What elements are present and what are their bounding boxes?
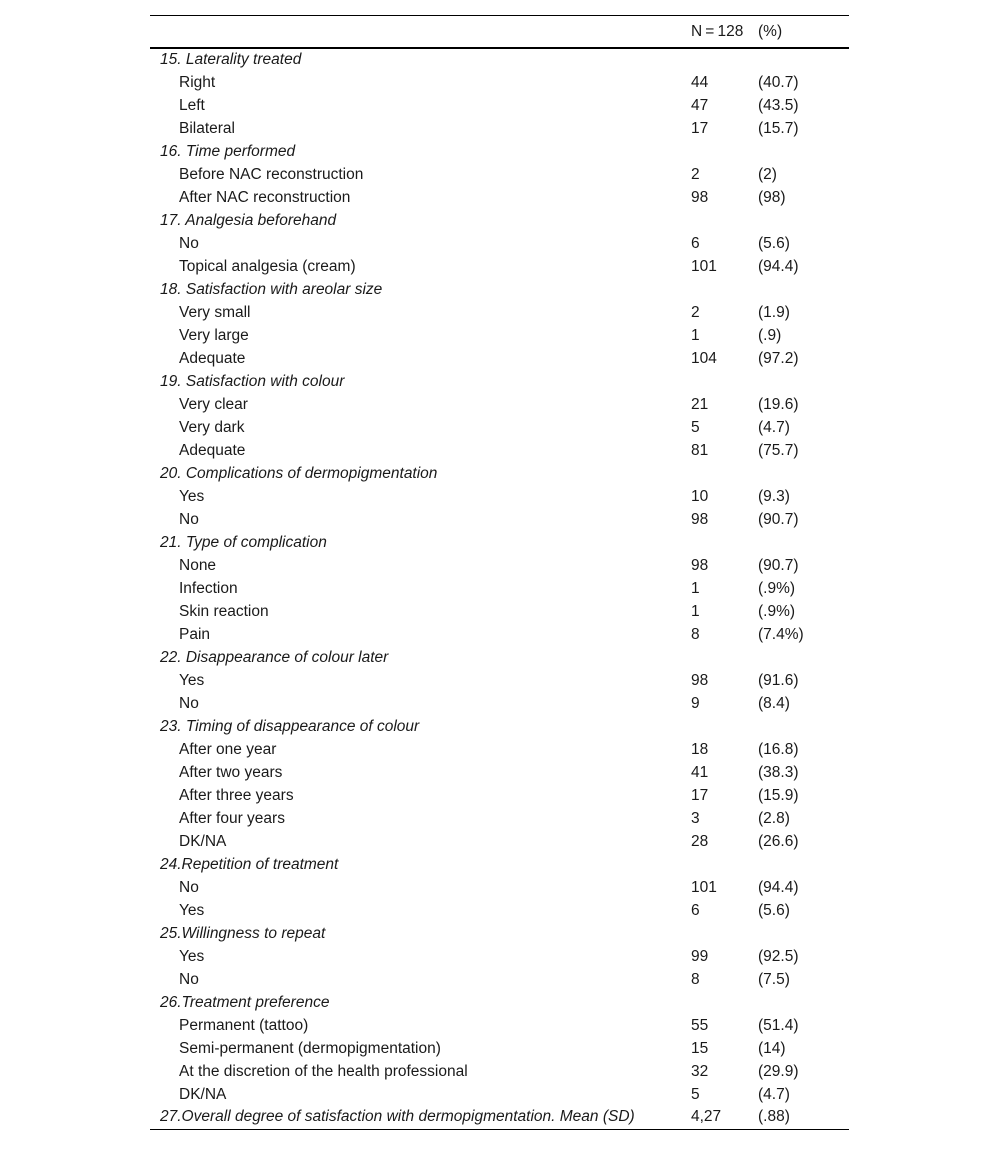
row-percent-value: (98) — [758, 188, 786, 206]
row-n-value: 98 — [691, 671, 709, 689]
row-n-value: 5 — [691, 1085, 700, 1103]
table-row — [150, 761, 849, 784]
row-n-value — [680, 991, 758, 1014]
section-row — [150, 48, 849, 71]
row-percent-value: (38.3) — [758, 763, 799, 781]
section-row — [150, 531, 849, 554]
table-row — [150, 1083, 849, 1106]
row-percent-value: (.88) — [758, 1108, 790, 1126]
row-n-value: 81 — [691, 441, 709, 459]
row-percent-value — [758, 991, 849, 1014]
section-row — [150, 140, 849, 163]
row-label: 17. Analgesia beforehand — [160, 211, 337, 229]
table-row — [150, 1037, 849, 1060]
header-label-cell — [150, 16, 680, 49]
table-row — [150, 324, 849, 347]
section-row — [150, 922, 849, 945]
row-percent-value: (26.6) — [758, 832, 799, 850]
row-n-value — [680, 140, 758, 163]
row-n-value — [680, 715, 758, 738]
table-row — [150, 945, 849, 968]
table-row — [150, 738, 849, 761]
row-n-value: 99 — [691, 947, 709, 965]
row-label: Yes — [179, 901, 205, 919]
header-n: N = 128 — [691, 22, 744, 40]
row-label: 19. Satisfaction with colour — [160, 372, 345, 390]
row-label: Yes — [179, 671, 205, 689]
table-header — [150, 16, 849, 49]
row-label: 20. Complications of dermopigmentation — [160, 464, 438, 482]
row-label: Topical analgesia (cream) — [179, 257, 356, 275]
row-n-value: 2 — [691, 303, 700, 321]
row-percent-value — [758, 922, 849, 945]
row-percent-value: (14) — [758, 1039, 786, 1057]
row-n-value: 101 — [691, 878, 717, 896]
row-label: Very dark — [179, 418, 245, 436]
row-percent-value: (9.3) — [758, 487, 790, 505]
row-label: 25.Willingness to repeat — [160, 924, 326, 942]
row-label: Very large — [179, 326, 249, 344]
row-label: After three years — [179, 786, 294, 804]
row-percent-value: (29.9) — [758, 1062, 799, 1080]
row-percent-value — [758, 715, 849, 738]
row-label: None — [179, 556, 217, 574]
row-percent-value: (5.6) — [758, 901, 790, 919]
row-label: No — [179, 234, 199, 252]
row-n-value: 8 — [691, 625, 700, 643]
row-n-value: 47 — [691, 96, 709, 114]
table-row — [150, 830, 849, 853]
row-label: DK/NA — [179, 1085, 227, 1103]
table-row — [150, 968, 849, 991]
row-n-value: 21 — [691, 395, 709, 413]
row-percent-value — [758, 646, 849, 669]
row-label: No — [179, 694, 199, 712]
row-percent-value: (97.2) — [758, 349, 799, 367]
row-percent-value: (40.7) — [758, 73, 799, 91]
row-n-value: 17 — [691, 119, 709, 137]
row-label: Left — [179, 96, 205, 114]
row-label: Skin reaction — [179, 602, 269, 620]
section-row — [150, 1106, 849, 1129]
row-percent-value — [758, 48, 849, 71]
table-row — [150, 669, 849, 692]
row-percent-value: (5.6) — [758, 234, 790, 252]
row-n-value: 1 — [691, 602, 700, 620]
row-label: After two years — [179, 763, 283, 781]
row-label: 22. Disappearance of colour later — [160, 648, 389, 666]
header-pct: (%) — [758, 22, 783, 40]
row-percent-value: (1.9) — [758, 303, 790, 321]
table-row — [150, 1014, 849, 1037]
row-label: 27.Overall degree of satisfaction with dermopigmentation. Mean (SD) — [160, 1108, 635, 1126]
table-row — [150, 416, 849, 439]
row-percent-value — [758, 853, 849, 876]
row-label: Adequate — [179, 349, 246, 367]
row-n-value — [680, 853, 758, 876]
row-percent-value: (94.4) — [758, 257, 799, 275]
row-n-value — [680, 278, 758, 301]
row-n-value — [680, 531, 758, 554]
row-n-value: 44 — [691, 73, 709, 91]
row-label: Permanent (tattoo) — [179, 1016, 309, 1034]
row-n-value: 98 — [691, 556, 709, 574]
table-row — [150, 163, 849, 186]
row-percent-value: (.9%) — [758, 579, 796, 597]
row-n-value: 1 — [691, 579, 700, 597]
row-label: Very clear — [179, 395, 248, 413]
row-percent-value: (94.4) — [758, 878, 799, 896]
table-row — [150, 600, 849, 623]
row-percent-value — [758, 209, 849, 232]
row-percent-value: (2.8) — [758, 809, 790, 827]
table-row — [150, 784, 849, 807]
row-n-value — [680, 462, 758, 485]
row-label: Semi-permanent (dermopigmentation) — [179, 1039, 441, 1057]
row-percent-value — [758, 278, 849, 301]
table-row — [150, 94, 849, 117]
row-label: After one year — [179, 740, 277, 758]
row-percent-value: (75.7) — [758, 441, 799, 459]
table-row — [150, 117, 849, 140]
row-n-value: 18 — [691, 740, 709, 758]
section-row — [150, 278, 849, 301]
row-n-value: 32 — [691, 1062, 709, 1080]
row-label: DK/NA — [179, 832, 227, 850]
row-percent-value: (8.4) — [758, 694, 790, 712]
row-label: 21. Type of complication — [160, 533, 327, 551]
row-percent-value — [758, 370, 849, 393]
row-n-value: 101 — [691, 257, 717, 275]
row-n-value — [680, 209, 758, 232]
row-label: No — [179, 510, 199, 528]
row-n-value: 8 — [691, 970, 700, 988]
row-percent-value: (15.7) — [758, 119, 799, 137]
row-label: Very small — [179, 303, 251, 321]
row-percent-value: (7.5) — [758, 970, 790, 988]
section-row — [150, 715, 849, 738]
row-percent-value: (4.7) — [758, 1085, 790, 1103]
row-n-value: 55 — [691, 1016, 709, 1034]
row-n-value: 6 — [691, 901, 700, 919]
row-n-value: 2 — [691, 165, 700, 183]
section-row — [150, 370, 849, 393]
row-label: Right — [179, 73, 216, 91]
row-percent-value: (.9%) — [758, 602, 796, 620]
row-label: Bilateral — [179, 119, 235, 137]
row-n-value — [680, 646, 758, 669]
row-percent-value: (92.5) — [758, 947, 799, 965]
row-percent-value: (51.4) — [758, 1016, 799, 1034]
table-row — [150, 577, 849, 600]
row-percent-value: (43.5) — [758, 96, 799, 114]
row-label: After NAC reconstruction — [179, 188, 351, 206]
row-n-value: 98 — [691, 188, 709, 206]
row-n-value: 1 — [691, 326, 700, 344]
row-percent-value — [758, 140, 849, 163]
row-percent-value: (.9) — [758, 326, 782, 344]
row-label: 23. Timing of disappearance of colour — [160, 717, 420, 735]
table-row — [150, 393, 849, 416]
row-n-value — [680, 370, 758, 393]
row-n-value — [680, 922, 758, 945]
row-label: 24.Repetition of treatment — [160, 855, 339, 873]
table-row — [150, 232, 849, 255]
row-percent-value: (7.4%) — [758, 625, 804, 643]
row-n-value: 17 — [691, 786, 709, 804]
row-n-value: 3 — [691, 809, 700, 827]
row-n-value: 98 — [691, 510, 709, 528]
row-n-value: 9 — [691, 694, 700, 712]
section-row — [150, 209, 849, 232]
table-row — [150, 71, 849, 94]
row-percent-value — [758, 531, 849, 554]
row-percent-value: (4.7) — [758, 418, 790, 436]
row-label: 18. Satisfaction with areolar size — [160, 280, 383, 298]
row-label: Yes — [179, 487, 205, 505]
row-n-value: 4,27 — [691, 1108, 722, 1126]
row-label: Yes — [179, 947, 205, 965]
row-percent-value: (90.7) — [758, 556, 799, 574]
row-n-value — [680, 48, 758, 71]
row-label: Adequate — [179, 441, 246, 459]
row-label: 16. Time performed — [160, 142, 296, 160]
section-row — [150, 646, 849, 669]
table-row — [150, 876, 849, 899]
table-row — [150, 807, 849, 830]
results-table-container — [150, 15, 849, 1130]
row-n-value: 104 — [691, 349, 717, 367]
row-percent-value: (16.8) — [758, 740, 799, 758]
table-row — [150, 485, 849, 508]
row-n-value: 15 — [691, 1039, 709, 1057]
section-row — [150, 462, 849, 485]
header-row — [150, 16, 849, 49]
row-percent-value: (19.6) — [758, 395, 799, 413]
results-table — [150, 15, 849, 1130]
table-row — [150, 186, 849, 209]
row-n-value: 28 — [691, 832, 709, 850]
row-label: No — [179, 878, 199, 896]
row-label: No — [179, 970, 199, 988]
row-percent-value: (90.7) — [758, 510, 799, 528]
table-row — [150, 508, 849, 531]
row-label: Pain — [179, 625, 211, 643]
table-row — [150, 255, 849, 278]
row-n-value: 10 — [691, 487, 709, 505]
row-label: After four years — [179, 809, 285, 827]
table-body — [150, 48, 849, 1129]
row-label: Before NAC reconstruction — [179, 165, 364, 183]
row-n-value: 5 — [691, 418, 700, 436]
table-row — [150, 301, 849, 324]
row-label: 26.Treatment preference — [160, 993, 330, 1011]
table-row — [150, 1060, 849, 1083]
row-label: Infection — [179, 579, 238, 597]
section-row — [150, 991, 849, 1014]
row-percent-value: (15.9) — [758, 786, 799, 804]
table-row — [150, 347, 849, 370]
row-label: At the discretion of the health professional — [179, 1062, 468, 1080]
table-row — [150, 554, 849, 577]
row-n-value: 6 — [691, 234, 700, 252]
row-percent-value — [758, 462, 849, 485]
row-percent-value: (2) — [758, 165, 777, 183]
row-n-value: 41 — [691, 763, 709, 781]
row-percent-value: (91.6) — [758, 671, 799, 689]
table-row — [150, 692, 849, 715]
row-label: 15. Laterality treated — [160, 51, 302, 68]
table-row — [150, 899, 849, 922]
section-row — [150, 853, 849, 876]
table-row — [150, 623, 849, 646]
table-row — [150, 439, 849, 462]
